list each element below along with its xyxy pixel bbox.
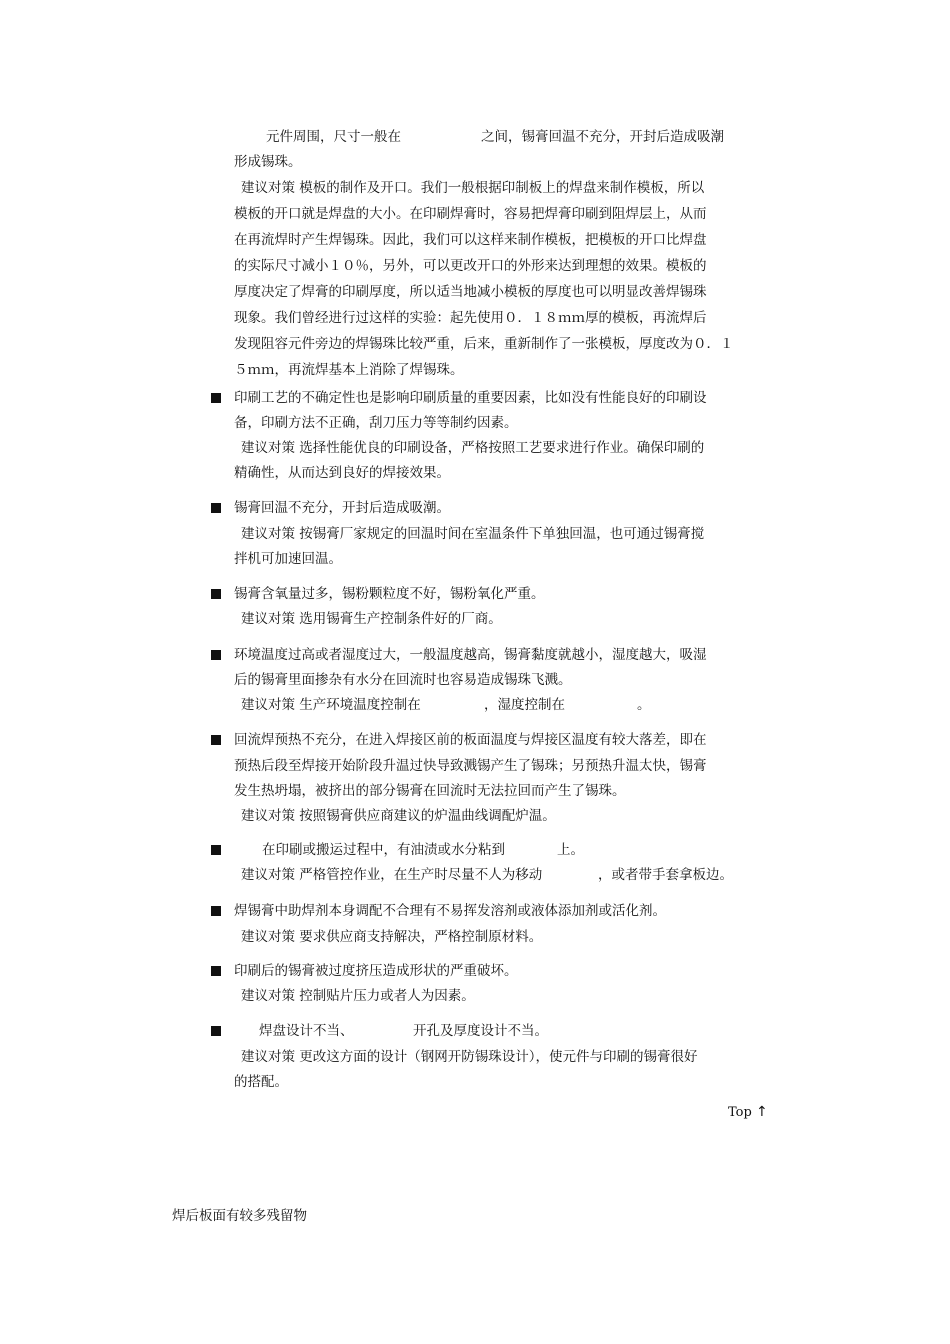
item-text: 焊锡膏中助焊剂本身调配不合理有不易挥发溶剂或液体添加剂或活化剂。	[234, 903, 666, 919]
item-text: 上。	[557, 842, 584, 858]
bullet-square-icon	[211, 845, 221, 855]
intro-advice-line: ５ｍｍ，再流焊基本上消除了焊锡珠。	[234, 362, 464, 378]
intro-line-2: 形成锡珠。	[234, 154, 302, 170]
item-text: 发生热坍塌，被挤出的部分锡膏在回流时无法拉回而产生了锡珠。	[234, 783, 626, 799]
intro-advice-line: 厚度决定了焊膏的印刷厚度，所以适当地减小模板的厚度也可以明显改善焊锡珠	[234, 284, 707, 300]
item-advice: 建议对策 要求供应商支持解决，严格控制原材料。	[241, 929, 543, 945]
item-advice: 拌机可加速回温。	[234, 551, 342, 567]
bullet-square-icon	[211, 650, 221, 660]
item-text: 开孔及厚度设计不当。	[413, 1023, 548, 1039]
item-text: 环境温度过高或者湿度过大，一般温度越高，锡膏黏度就越小，湿度越大，吸湿	[234, 647, 707, 663]
bullet-square-icon	[211, 735, 221, 745]
section-heading: 焊后板面有较多残留物	[172, 1208, 307, 1224]
bullet-square-icon	[211, 503, 221, 513]
item-advice: 精确性，从而达到良好的焊接效果。	[234, 465, 450, 481]
item-advice: 建议对策 按锡膏厂家规定的回温时间在室温条件下单独回温，也可通过锡膏搅	[241, 526, 705, 542]
item-text: 回流焊预热不充分，在进入焊接区前的板面温度与焊接区温度有较大落差，即在	[234, 732, 707, 748]
top-link-label: Top	[728, 1105, 752, 1120]
bullet-square-icon	[211, 393, 221, 403]
item-advice: ，湿度控制在	[484, 697, 565, 713]
item-text: 锡膏含氧量过多，锡粉颗粒度不好，锡粉氧化严重。	[234, 586, 545, 602]
intro-advice-line: 建议对策 模板的制作及开口。我们一般根据印制板上的焊盘来制作模板，所以	[241, 180, 705, 196]
item-text: 后的锡膏里面掺杂有水分在回流时也容易造成锡珠飞溅。	[234, 672, 572, 688]
item-advice: 的搭配。	[234, 1074, 288, 1090]
item-advice: ，或者带手套拿板边。	[598, 867, 733, 883]
item-text: 印刷后的锡膏被过度挤压造成形状的严重破坏。	[234, 963, 518, 979]
intro-advice-line: 在再流焊时产生焊锡珠。因此，我们可以这样来制作模板，把模板的开口比焊盘	[234, 232, 707, 248]
item-text: 在印刷或搬运过程中，有油渍或水分粘到	[262, 842, 505, 858]
bullet-square-icon	[211, 966, 221, 976]
intro-advice-line: 模板的开口就是焊盘的大小。在印刷焊膏时，容易把焊膏印刷到阻焊层上，从而	[234, 206, 707, 222]
item-advice: 建议对策 按照锡膏供应商建议的炉温曲线调配炉温。	[241, 808, 556, 824]
item-text: 预热后段至焊接开始阶段升温过快导致溅锡产生了锡珠；另预热升温太快，锡膏	[234, 758, 707, 774]
bullet-square-icon	[211, 906, 221, 916]
item-advice: 建议对策 更改这方面的设计（钢网开防锡珠设计），使元件与印刷的锡膏很好	[241, 1049, 698, 1065]
intro-line-1b: 之间，锡膏回温不充分，开封后造成吸潮	[481, 129, 724, 145]
bullet-square-icon	[211, 1026, 221, 1036]
intro-line-1a: 元件周围，尺寸一般在	[266, 129, 401, 145]
item-text: 焊盘设计不当、	[259, 1023, 354, 1039]
item-advice: 建议对策 选用锡膏生产控制条件好的厂商。	[241, 611, 502, 627]
item-text: 备，印刷方法不正确，刮刀压力等等制约因素。	[234, 415, 518, 431]
intro-advice-line: 发现阻容元件旁边的焊锡珠比较严重，后来，重新制作了一张模板，厚度改为０．１	[234, 336, 734, 352]
up-arrow-icon: ↑	[755, 1104, 768, 1120]
item-advice: 建议对策 选择性能优良的印刷设备，严格按照工艺要求进行作业。确保印刷的	[241, 440, 705, 456]
item-text: 锡膏回温不充分，开封后造成吸潮。	[234, 500, 450, 516]
bullet-square-icon	[211, 589, 221, 599]
item-text: 印刷工艺的不确定性也是影响印刷质量的重要因素，比如没有性能良好的印刷设	[234, 390, 707, 406]
item-advice: 建议对策 生产环境温度控制在	[241, 697, 421, 713]
intro-advice-line: 的实际尺寸减小１０％，另外，可以更改开口的外形来达到理想的效果。模板的	[234, 258, 707, 274]
intro-advice-line: 现象。我们曾经进行过这样的实验：起先使用０．１８ｍｍ厚的模板，再流焊后	[234, 310, 707, 326]
item-advice: 建议对策 严格管控作业，在生产时尽量不人为移动	[241, 867, 543, 883]
back-to-top-link[interactable]	[728, 1104, 768, 1120]
item-advice: 。	[637, 697, 651, 713]
item-advice: 建议对策 控制贴片压力或者人为因素。	[241, 988, 475, 1004]
